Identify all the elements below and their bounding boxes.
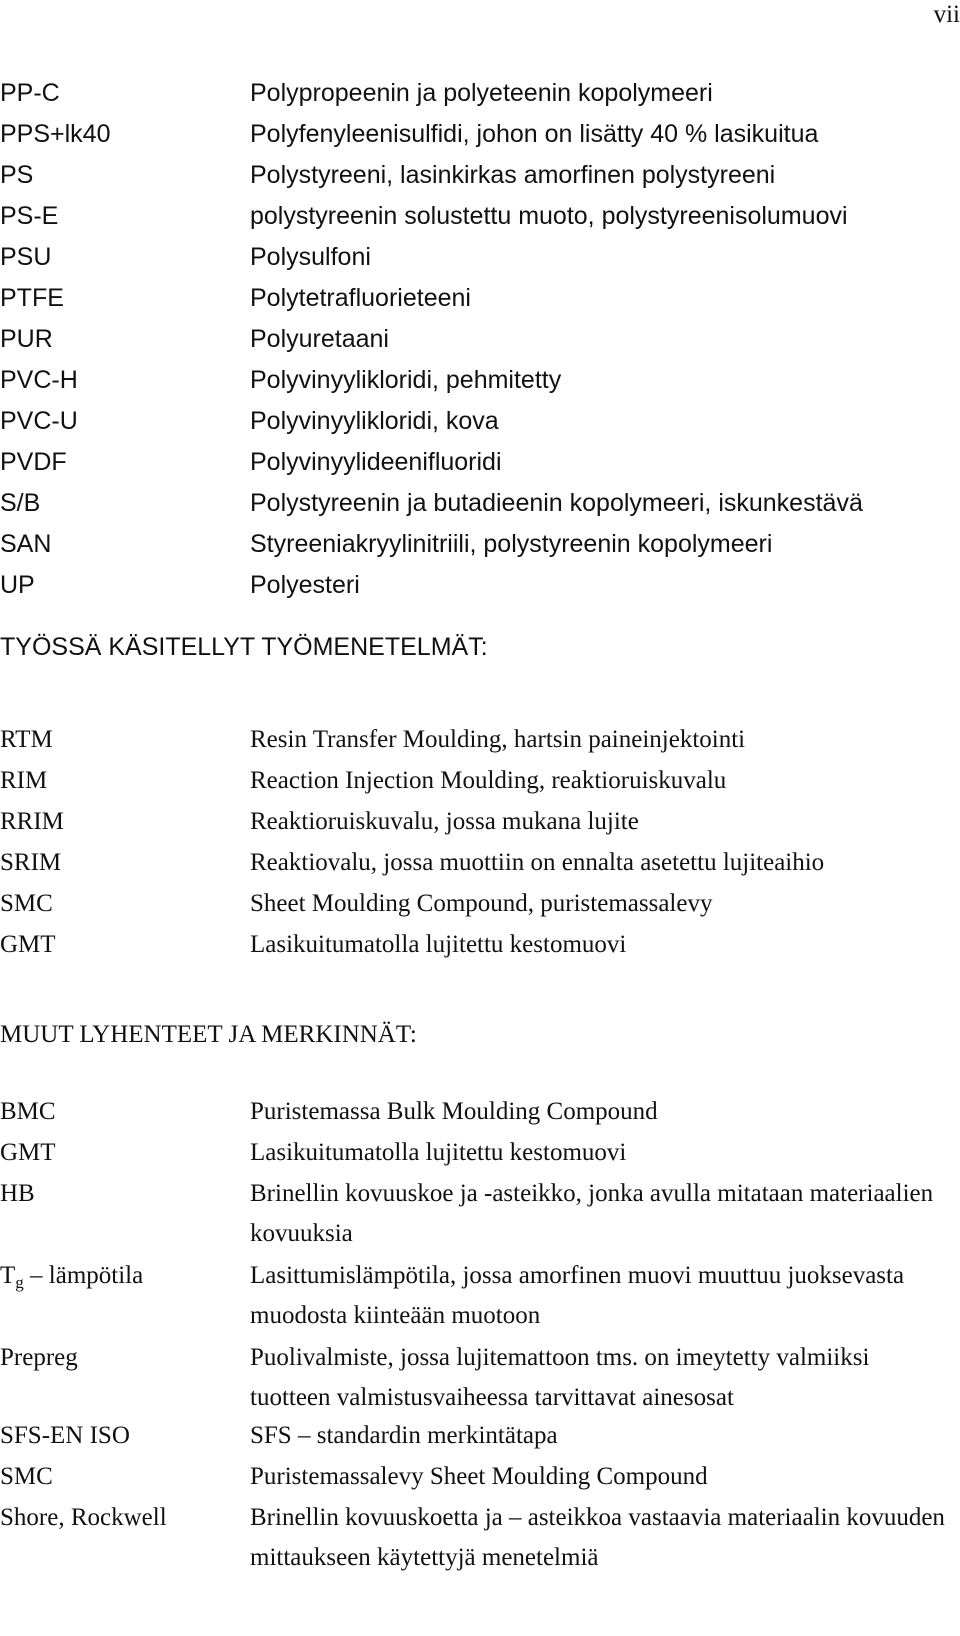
abbreviation: BMC xyxy=(0,1098,56,1125)
description: Resin Transfer Moulding, hartsin paineinjektointi xyxy=(250,726,746,753)
description: Lasikuitumatolla lujitettu kestomuovi xyxy=(250,1139,627,1166)
description: SFS – standardin merkintätapa xyxy=(250,1422,558,1449)
description: Puolivalmiste, jossa lujitemattoon tms. on imeytetty valmiiksi tuotteen valmistusvaiheessa tarvittavat ainesosat xyxy=(250,1344,870,1411)
abbreviation: HB xyxy=(0,1180,35,1207)
abbreviation: PS xyxy=(0,161,34,189)
description: Reaktiovalu, jossa muottiin on ennalta asetettu lujiteaihio xyxy=(250,849,825,876)
section-heading-methods: TYÖSSÄ KÄSITELLYT TYÖMENETELMÄT: xyxy=(0,633,488,661)
abbreviation: PP-C xyxy=(0,79,60,107)
description: Brinellin kovuuskoetta ja – asteikkoa vastaavia materiaalin kovuuden mittaukseen käytettyjä menetelmiä xyxy=(250,1504,945,1571)
abbreviation: GMT xyxy=(0,1139,56,1166)
description: Puristemassa Bulk Moulding Compound xyxy=(250,1098,658,1125)
abbreviation: PPS+lk40 xyxy=(0,120,111,148)
abbreviation: S/B xyxy=(0,489,41,517)
description: Polyvinyylideenifluoridi xyxy=(250,448,502,476)
description: Polyuretaani xyxy=(250,325,389,353)
description: Polyvinyylikloridi, kova xyxy=(250,407,499,435)
abbreviation: PS-E xyxy=(0,202,59,230)
abbreviation: PVDF xyxy=(0,448,67,476)
abbreviation: RTM xyxy=(0,726,53,753)
description: Reaktioruiskuvalu, jossa mukana lujite xyxy=(250,808,639,835)
abbreviation: RRIM xyxy=(0,808,64,835)
abbreviation: Prepreg xyxy=(0,1344,78,1371)
description: Reaction Injection Moulding, reaktioruiskuvalu xyxy=(250,767,727,794)
abbreviation: PTFE xyxy=(0,284,64,312)
abbreviation: SRIM xyxy=(0,849,62,876)
description: Polytetrafluorieteeni xyxy=(250,284,471,312)
description: Puristemassalevy Sheet Moulding Compound xyxy=(250,1463,708,1490)
description: Polyesteri xyxy=(250,571,360,599)
page-number: vii xyxy=(933,1,960,28)
description: Lasittumislämpötila, jossa amorfinen muovi muuttuu juoksevasta muodosta kiinteään muotoon xyxy=(250,1262,905,1329)
abbreviation: PUR xyxy=(0,325,53,353)
abbreviation-subscript: g xyxy=(15,1273,24,1292)
abbreviation: RIM xyxy=(0,767,48,794)
description: polystyreenin solustettu muoto, polystyreenisolumuovi xyxy=(250,202,848,230)
abbreviation: SMC xyxy=(0,1463,53,1490)
description: Styreeniakryylinitriili, polystyreenin kopolymeeri xyxy=(250,530,773,558)
abbreviation: GMT xyxy=(0,931,56,958)
abbreviation-rest: – lämpötila xyxy=(30,1262,144,1289)
description: Brinellin kovuuskoe ja -asteikko, jonka avulla mitataan materiaalien kovuuksia xyxy=(250,1180,934,1247)
abbreviation: SAN xyxy=(0,530,52,558)
abbreviation: PSU xyxy=(0,243,52,271)
section-heading-other: MUUT LYHENTEET JA MERKINNÄT: xyxy=(0,1021,417,1048)
abbreviation: SMC xyxy=(0,890,53,917)
abbreviation: SFS-EN ISO xyxy=(0,1422,130,1449)
description: Lasikuitumatolla lujitettu kestomuovi xyxy=(250,931,627,958)
description: Polystyreeni, lasinkirkas amorfinen polystyreeni xyxy=(250,161,776,189)
abbreviation: PVC-U xyxy=(0,407,78,435)
description: Polyfenyleenisulfidi, johon on lisätty 40 % lasikuitua xyxy=(250,120,819,148)
abbreviation xyxy=(0,1261,143,1298)
description: Polypropeenin ja polyeteenin kopolymeeri xyxy=(250,79,713,107)
description: Polystyreenin ja butadieenin kopolymeeri, iskunkestävä xyxy=(250,489,863,517)
abbreviation: UP xyxy=(0,571,35,599)
description: Sheet Moulding Compound, puristemassalevy xyxy=(250,890,713,917)
description: Polysulfoni xyxy=(250,243,371,271)
description: Polyvinyylikloridi, pehmitetty xyxy=(250,366,562,394)
abbreviation: Shore, Rockwell xyxy=(0,1504,167,1531)
abbreviation-main: T xyxy=(0,1262,16,1289)
abbreviation: PVC-H xyxy=(0,366,78,394)
